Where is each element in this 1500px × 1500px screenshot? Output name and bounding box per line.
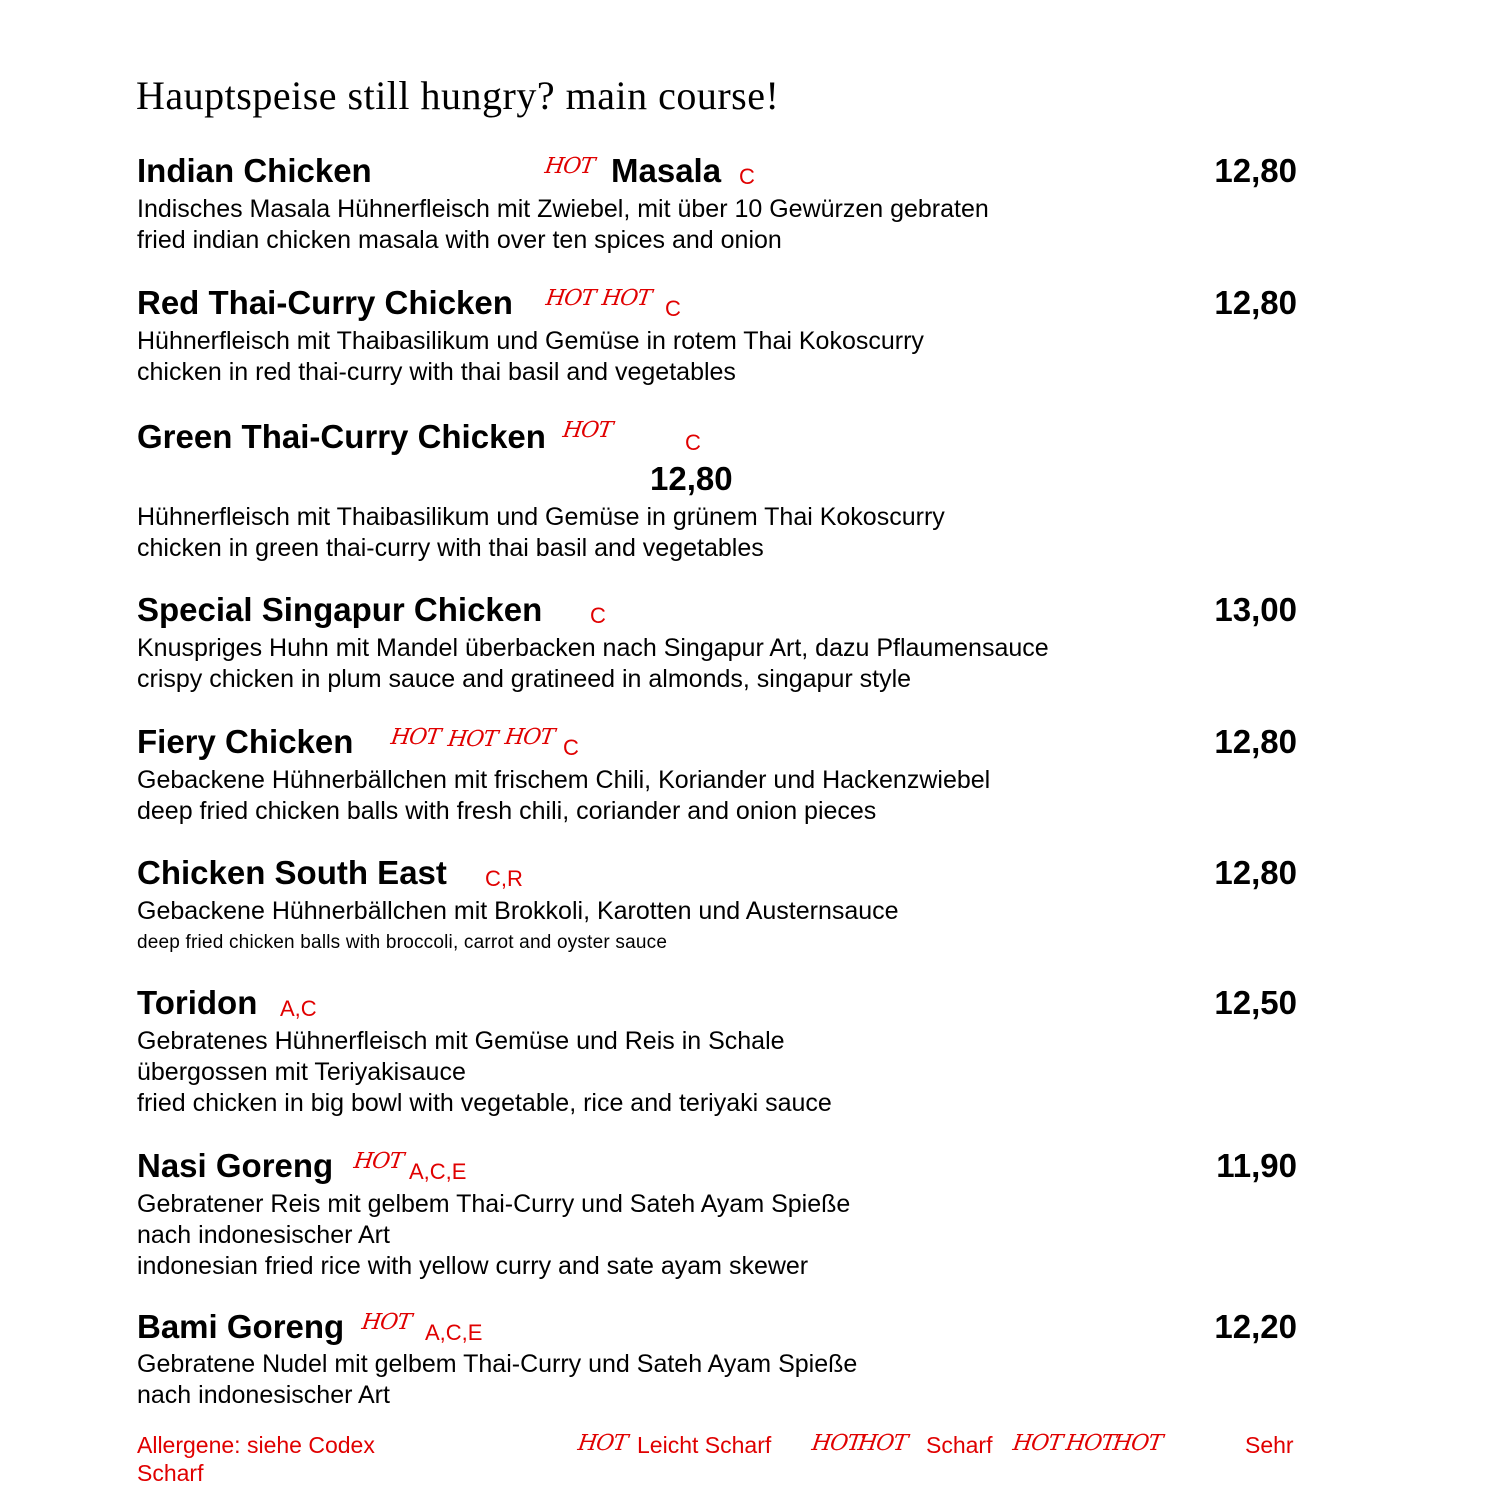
legend-level-3: Sehr [1245,1432,1294,1458]
dish-price: 12,50 [1214,984,1297,1021]
hot-icon: HOT [576,1431,629,1456]
legend-level-1: Leicht Scharf [637,1432,772,1458]
dish-name: Indian Chicken [137,152,372,189]
hot-icon: HOT [1111,1431,1164,1456]
dish-description-en: crispy chicken in plum sauce and gratineed in almonds, singapur style [137,665,912,693]
dish-price: 12,80 [1214,152,1297,189]
dish-description-de: Hühnerfleisch mit Thaibasilikum und Gemüse in grünem Thai Kokoscurry [137,503,945,531]
dish-name-suffix: Masala [611,152,722,189]
allergen-code: C [665,296,681,321]
dish-price: 12,20 [1214,1308,1297,1345]
dish-description-en: deep fried chicken balls with fresh chili, coriander and onion pieces [137,797,877,825]
legend-level-2: Scharf [926,1432,993,1458]
hot-icon: HOT [352,1149,405,1174]
dish-description-de: Gebratener Reis mit gelbem Thai-Curry und Sateh Ayam Spieße [137,1190,851,1218]
dish-name: Bami Goreng [137,1308,345,1345]
dish-description-de-cont: übergossen mit Teriyakisauce [137,1058,466,1086]
dish-name: Chicken South East [137,854,447,891]
allergen-code: A,C [280,996,317,1021]
dish-price: 12,80 [1214,854,1297,891]
dish-description-en: deep fried chicken balls with broccoli, carrot and oyster sauce [137,932,668,953]
dish-name: Red Thai-Curry Chicken [137,284,513,321]
dish-name: Green Thai-Curry Chicken [137,418,546,455]
dish-description-de: Gebratenes Hühnerfleisch mit Gemüse und Reis in Schale [137,1027,785,1055]
allergen-code: C [590,603,606,628]
hot-icon: HOT [1011,1431,1064,1456]
dish-price: 11,90 [1216,1147,1297,1184]
allergen-code: A,C,E [409,1159,467,1184]
dish-price: 12,80 [1214,284,1297,321]
dish-name: Toridon [137,984,258,1021]
hot-icon: HOT [543,154,596,179]
dish-description-de: Hühnerfleisch mit Thaibasilikum und Gemüse in rotem Thai Kokoscurry [137,327,924,355]
dish-name: Fiery Chicken [137,723,354,760]
dish-price: 13,00 [1214,591,1297,628]
allergen-note: Allergene: siehe Codex [137,1432,375,1458]
legend-level-3-cont: Scharf [137,1460,204,1486]
dish-description-en: fried indian chicken masala with over ten spices and onion [137,226,782,254]
hot-icon: HOT [446,727,499,752]
page-title: Hauptspeise still hungry? main course! [136,73,780,118]
dish-description-en: indonesian fried rice with yellow curry and sate ayam skewer [137,1252,809,1280]
hot-icon: HOT [856,1431,909,1456]
dish-description-de: Gebratene Nudel mit gelbem Thai-Curry und Sateh Ayam Spieße [137,1350,858,1378]
hot-icon: HOT [389,725,442,750]
allergen-code: C [685,430,701,455]
dish-price: 12,80 [1214,723,1297,760]
dish-name: Special Singapur Chicken [137,591,543,628]
hot-icon: HOT [360,1310,413,1335]
allergen-code: C,R [485,866,523,891]
hot-icon: HOT [561,418,614,443]
hot-icon: HOT [1064,1431,1117,1456]
allergen-code: C [563,735,579,760]
allergen-code: C [739,164,755,189]
dish-name: Nasi Goreng [137,1147,334,1184]
dish-description-en: fried chicken in big bowl with vegetable, rice and teriyaki sauce [137,1089,832,1117]
dish-description-de: Gebackene Hühnerbällchen mit frischem Chili, Koriander und Hackenzwiebel [137,766,991,794]
hot-icon: HOT [600,286,653,311]
dish-description-de: Gebackene Hühnerbällchen mit Brokkoli, Karotten und Austernsauce [137,897,899,925]
dish-description-de-cont: nach indonesischer Art [137,1381,390,1409]
dish-price: 12,80 [650,460,733,497]
dish-description-en: chicken in green thai-curry with thai basil and vegetables [137,534,764,562]
dish-description-en: chicken in red thai-curry with thai basil and vegetables [137,358,736,386]
dish-description-de: Indisches Masala Hühnerfleisch mit Zwiebel, mit über 10 Gewürzen gebraten [137,195,989,223]
allergen-code: A,C,E [425,1320,483,1345]
dish-description-de: Knuspriges Huhn mit Mandel überbacken nach Singapur Art, dazu Pflaumensauce [137,634,1049,662]
hot-icon: HOT [810,1431,863,1456]
dish-description-de-cont: nach indonesischer Art [137,1221,390,1249]
hot-icon: HOT [544,286,597,311]
hot-icon: HOT [503,725,556,750]
